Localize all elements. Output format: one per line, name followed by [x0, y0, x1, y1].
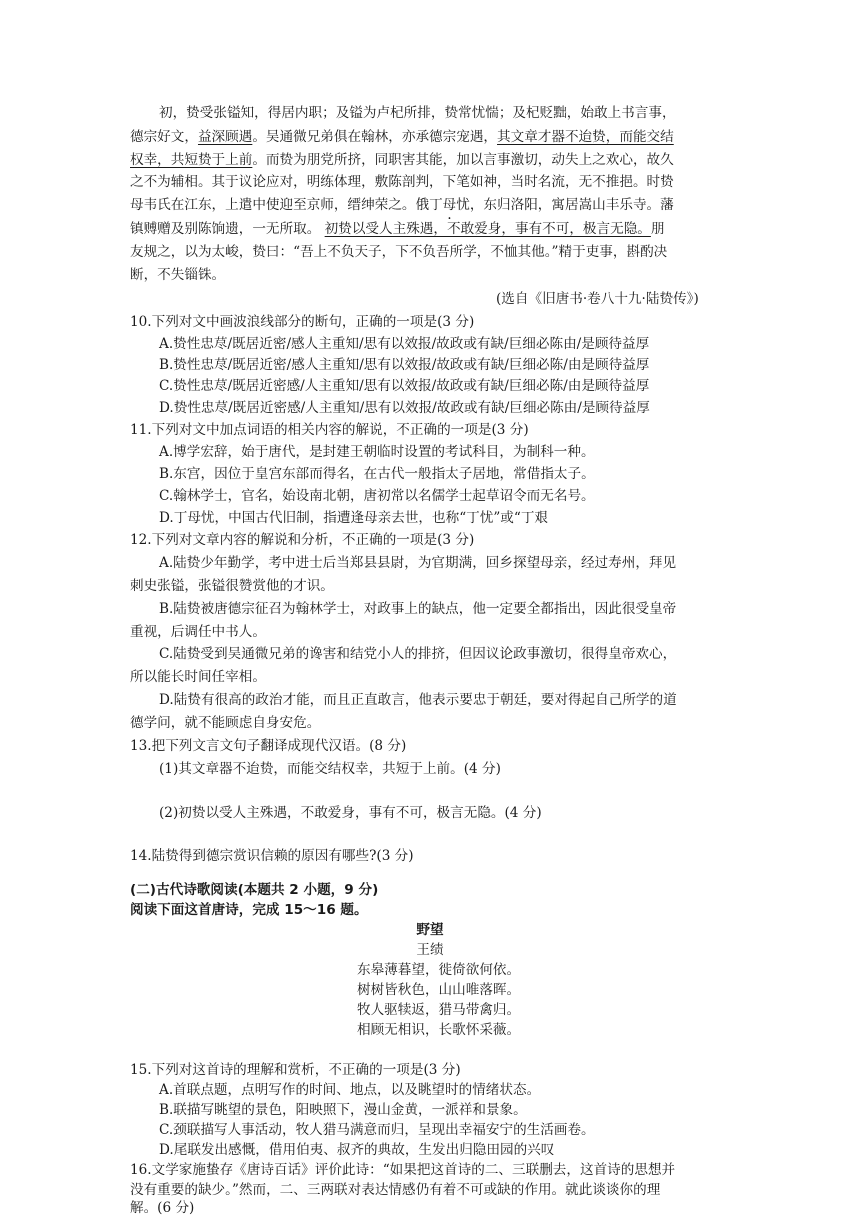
passage-line-2 [130, 127, 674, 147]
q10-option-a: A.贽性忠荩/既居近密/感人主重知/思有以效报/故政或有缺/巨细必陈由/是顾待益厚 [159, 336, 650, 352]
q11-option-a: A.博学宏辞，始于唐代，是封建王朝临时设置的考试科目，为制科一种。 [159, 444, 595, 460]
q15-stem: 15.下列对这首诗的理解和赏析，不正确的一项是(3 分) [130, 1062, 461, 1078]
text: 德宗好文， [130, 129, 198, 145]
q10-option-d: D.贽性忠荩/既居近密感/人主重知/思有以效报/故政或有缺/巨细必陈由/是顾待益厚 [159, 400, 650, 416]
q12-stem: 12.下列对文章内容的解说和分析，不正确的一项是(3 分) [130, 532, 475, 548]
passage-line-4: 之不为辅相。其于议论应对，明练体理，敷陈剖判，下笔如神，当时名流，无不推挹。时贽 [130, 174, 674, 190]
underlined-text: 其文章才器不迨贽，而能交结 [497, 129, 674, 145]
underlined-text: 初贽以受人主殊遇，不敢爱身，事有不可，极言无隐。 [324, 221, 651, 237]
dotted-term: 丁母忧 [429, 197, 470, 213]
underlined-text: 权幸，共短贽于上前 [130, 152, 253, 168]
q14-stem: 14.陆贽得到德宗赏识信赖的原因有哪些?(3 分) [130, 848, 414, 864]
q12-option-c: C.陆贽受到吴通微兄弟的谗害和结党小人的排挤，但因议论政事激切，很得皇帝欢心， [159, 646, 677, 662]
underlined-text: 益深顾遇 [197, 129, 253, 145]
q12-option-c-cont: 所以能长时间任宰相。 [130, 669, 266, 685]
q12-option-b-cont: 重视，后调任中书人。 [130, 624, 266, 640]
q13-sentence-1: (1)其文章器不迨贽，而能交结权幸，共短于上前。(4 分) [159, 761, 501, 777]
q13-stem: 13.把下列文言文句子翻译成现代汉语。(8 分) [130, 738, 407, 754]
text: 。吴通微兄弟俱在翰林，亦承德宗宠遇， [252, 129, 498, 145]
text: 。而贽为朋党所挤，同职害其能，加以言事激切，动失上之欢心，故久 [252, 152, 674, 168]
q16-stem-cont: 没有重要的缺少。”然而，二、三两联对表达情感仍有着不可或缺的作用。就此谈谈你的理 [130, 1182, 661, 1198]
q11-option-c: C.翰林学士，官名，始设南北朝，唐初常以名儒学士起草诏令而无名号。 [159, 488, 595, 504]
passage-line-7: 友规之，以为太峻，贽曰：“吾上不负天子，下不负吾所学，不恤其他。”精于吏事，斟酌决 [130, 244, 668, 260]
poem-line: 东皋薄暮望，徙倚欲何依。 [357, 962, 521, 978]
passage-line-1: 初，贽受张镒知，得居内职；及镒为卢杞所排，贽常忧惴；及杞贬黜，始敢上书言事， [159, 105, 676, 121]
q12-option-b: B.陆贽被唐德宗征召为翰林学士，对政事上的缺点，他一定要全都指出，因此很受皇帝 [159, 601, 677, 617]
text: 镇赙赠及别陈饷遗，一无所取。 [130, 221, 321, 237]
q11-option-d: D.丁母忧，中国古代旧制，指遭逢母亲去世，也称“丁忧”或“丁艰 [159, 510, 549, 526]
q15-option-d: D.尾联发出感慨，借用伯夷、叔齐的典故，生发出归隐田园的兴叹 [159, 1142, 555, 1158]
passage-line-5 [130, 195, 674, 215]
q10-stem: 10.下列对文中画波浪线部分的断句，正确的一项是(3 分) [130, 314, 475, 330]
poem-title: 野望 [416, 922, 444, 938]
passage-source: (选自《旧唐书·卷八十九·陆贽传》) [496, 291, 699, 307]
poem-line: 树树皆秋色，山山唯落晖。 [357, 982, 521, 998]
text: 朋 [650, 221, 665, 237]
q15-option-b: B.联描写眺望的景色，阳映照下，漫山金黄，一派祥和景象。 [159, 1102, 527, 1118]
q10-option-c: C.贽性忠荩/既居近密感/人主重知/思有以效报/故政或有缺/巨细必陈/由是顾待益厚 [159, 378, 650, 394]
q15-option-a: A.首联点题，点明写作的时间、地点，以及眺望时的情绪状态。 [159, 1082, 541, 1098]
q12-option-d-cont: 德学问，就不能顾虑自身安危。 [130, 715, 321, 731]
q12-option-a: A.陆贽少年勤学，考中进士后当郑县县尉，为官期满，回乡探望母亲，经过寿州，拜见 [159, 555, 677, 571]
text: 母韦氏在江东，上遣中使迎至京师，缙绅荣之。俄 [130, 197, 430, 213]
q16-stem-end: 解。(6 分) [130, 1200, 195, 1216]
q12-option-d: D.陆贽有很高的政治才能，而且正直敢言，他表示要忠于朝廷，要对得起自己所学的道 [159, 692, 677, 708]
q15-option-c: C.颈联描写人事活动，牧人猎马满意而归，呈现出幸福安宁的生活画卷。 [159, 1122, 595, 1138]
q11-stem: 11.下列对文中加点词语的相关内容的解说，不正确的一项是(3 分) [130, 422, 529, 438]
q13-sentence-2: (2)初贽以受人主殊遇，不敢爱身，事有不可，极言无隐。(4 分) [159, 805, 542, 821]
passage-line-6 [130, 219, 664, 239]
q16-stem: 16.文学家施蛰存《唐诗百话》评价此诗：“如果把这首诗的二、三联删去，这首诗的思想并 [130, 1162, 676, 1178]
q11-option-b: B.东宫，因位于皇宫东部而得名，在古代一般指太子居地，常借指太子。 [159, 466, 595, 482]
section-instruction: 阅读下面这首唐诗，完成 15～16 题。 [130, 902, 368, 918]
text: ，东归洛阳，寓居嵩山丰乐寺。藩 [469, 197, 674, 213]
poem-line: 牧人驱犊返，猎马带禽归。 [357, 1002, 521, 1018]
q12-option-a-cont: 刺史张镒，张镒很赞赏他的才识。 [130, 578, 334, 594]
q10-option-b: B.贽性忠荩/既居近密/感人主重知/思有以效报/故政或有缺/巨细必陈/由是顾待益厚 [159, 357, 650, 373]
poem-author: 王绩 [416, 942, 444, 958]
passage-line-3 [130, 150, 674, 170]
poem-line: 相顾无相识，长歌怀采薇。 [357, 1022, 521, 1038]
passage-line-8: 断，不失锱铢。 [130, 267, 226, 283]
section-heading: (二)古代诗歌阅读(本题共 2 小题，9 分) [130, 882, 379, 898]
